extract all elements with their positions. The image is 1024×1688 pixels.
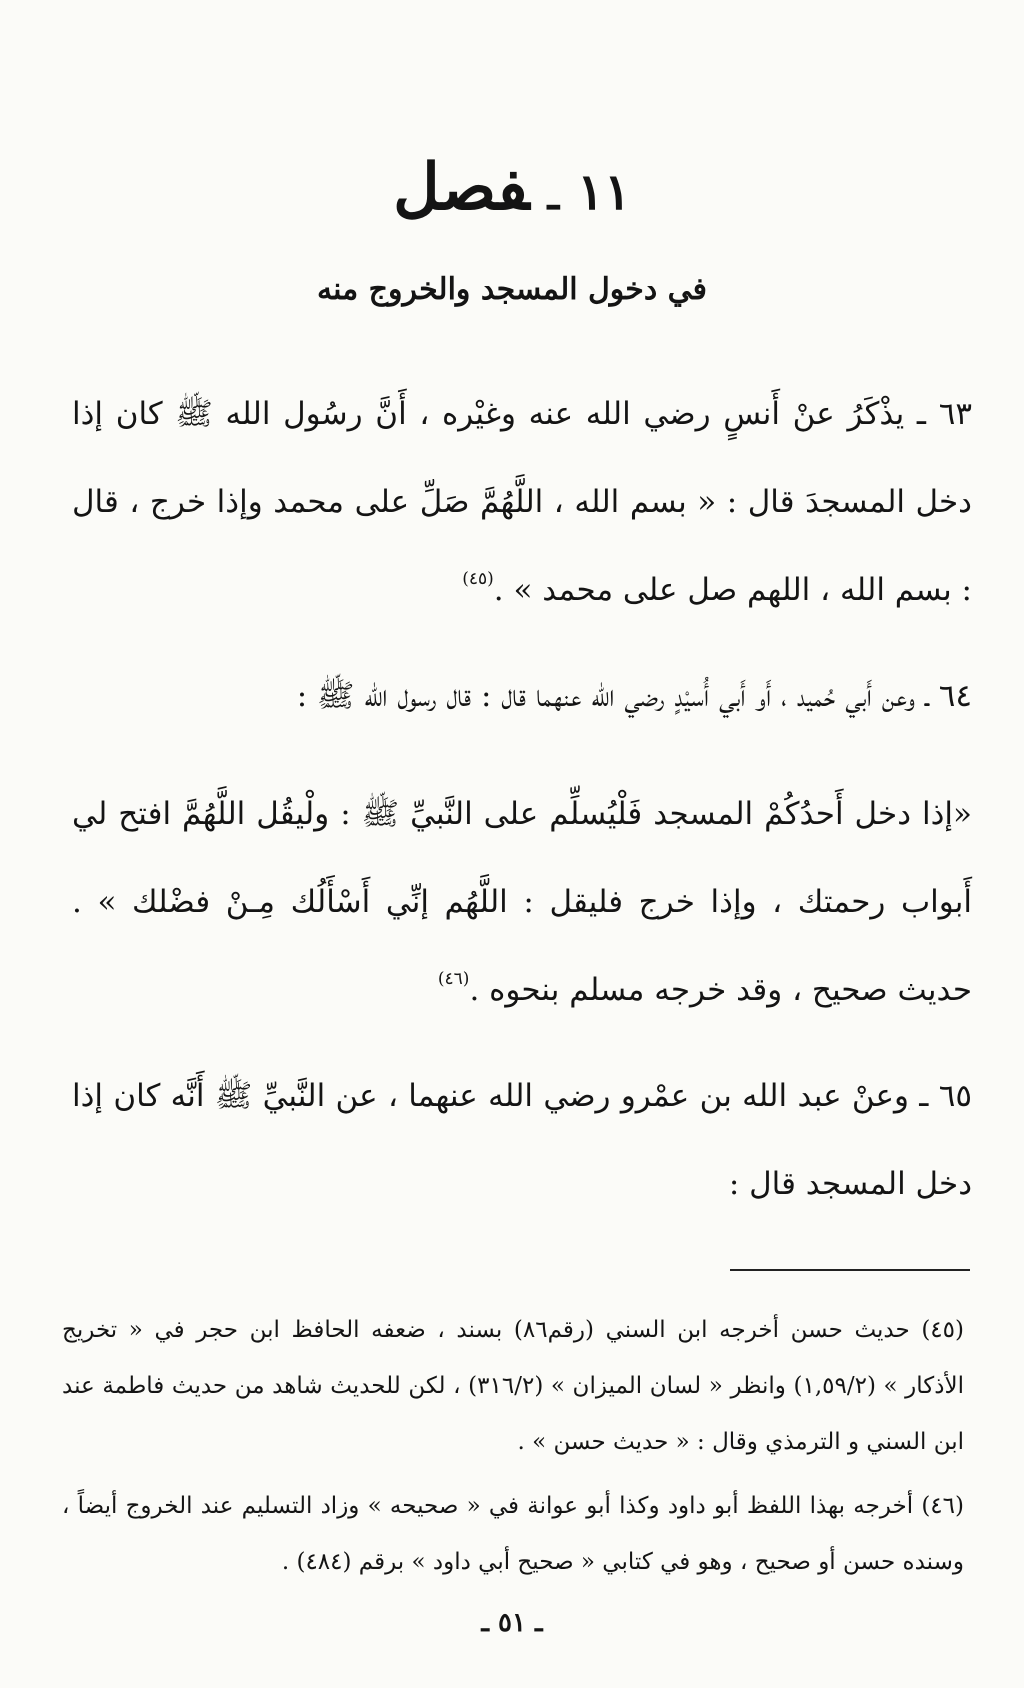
chapter-number: ١١ [577, 162, 631, 221]
footnote-divider [730, 1269, 970, 1271]
paragraph-text: ٦٥ ـ وعنْ عبد الله بن عمْرو رضي الله عنهما ، عن النَّبيِّ ﷺ أَنَّه كان إذا دخل المسجد قال : [72, 1078, 972, 1202]
chapter-title: فصل [393, 150, 530, 225]
footnote-reference[interactable]: (٤٦) [437, 969, 470, 989]
footnote-45: (٤٥) حديث حسن أخرجه ابن السني (رقم٨٦) بسند ، ضعفه الحافظ ابن حجر في « تخريج الأذكار » (١,٥٩/٢) وانظر « لسان الميزان » (٣١٦/٢) ، لكن للحديث شاهد من حديث فاطمة عند ابن السني و الترمذي وقال : « حديث حسن » . [62, 1317, 964, 1455]
paragraph-text: ٦٤ ـ وعن أَبي حُميد ، أَو أَبي أُسيْدٍ رضي الله عنهما قال : قال رسول الله ﷺ : [296, 678, 972, 714]
main-text [72, 370, 972, 1228]
chapter-dash: ـ [547, 172, 560, 219]
paragraph-64 [72, 652, 972, 740]
page-number: ـ ٥١ ـ [481, 1608, 543, 1638]
paragraph-65 [72, 1052, 972, 1228]
paragraph-hadith-quote [72, 770, 972, 1034]
chapter-subtitle: في دخول المسجد والخروج منه [317, 272, 707, 307]
chapter-heading [0, 150, 1024, 227]
footnotes [62, 1302, 964, 1590]
footnote-reference[interactable]: (٤٥) [462, 569, 494, 589]
paragraph-63 [72, 370, 972, 634]
footnote-46: (٤٦) أخرجه بهذا اللفظ أبو داود وكذا أبو عوانة في « صحيحه » وزاد التسليم عند الخروج أيضاً ، وسنده حسن أو صحيح ، وهو في كتابي « صحيح أبي داود » برقم (٤٨٤) . [62, 1493, 964, 1575]
paragraph-text: «إذا دخل أَحدُكُمْ المسجد فَلْيُسلِّم على النَّبيِّ ﷺ : ولْيقُل اللَّهُمَّ افتح لي أَبواب رحمتك ، وإذا خرج فليقل : اللَّهُم إنِّي أَسْأَلُك مِـنْ فضْلك » . حديث صحيح ، وقد خرجه مسلم بنحوه . [72, 796, 972, 1008]
paragraph-text: ٦٣ ـ يذْكَرُ عنْ أَنسٍ رضي الله عنه وغيْره ، أَنَّ رسُول الله ﷺ كان إذا دخل المسجدَ قال : « بسم الله ، اللَّهُمَّ صَلِّ على محمد وإذا خرج ، قال : بسم الله ، اللهم صل على محمد » . [72, 396, 972, 608]
